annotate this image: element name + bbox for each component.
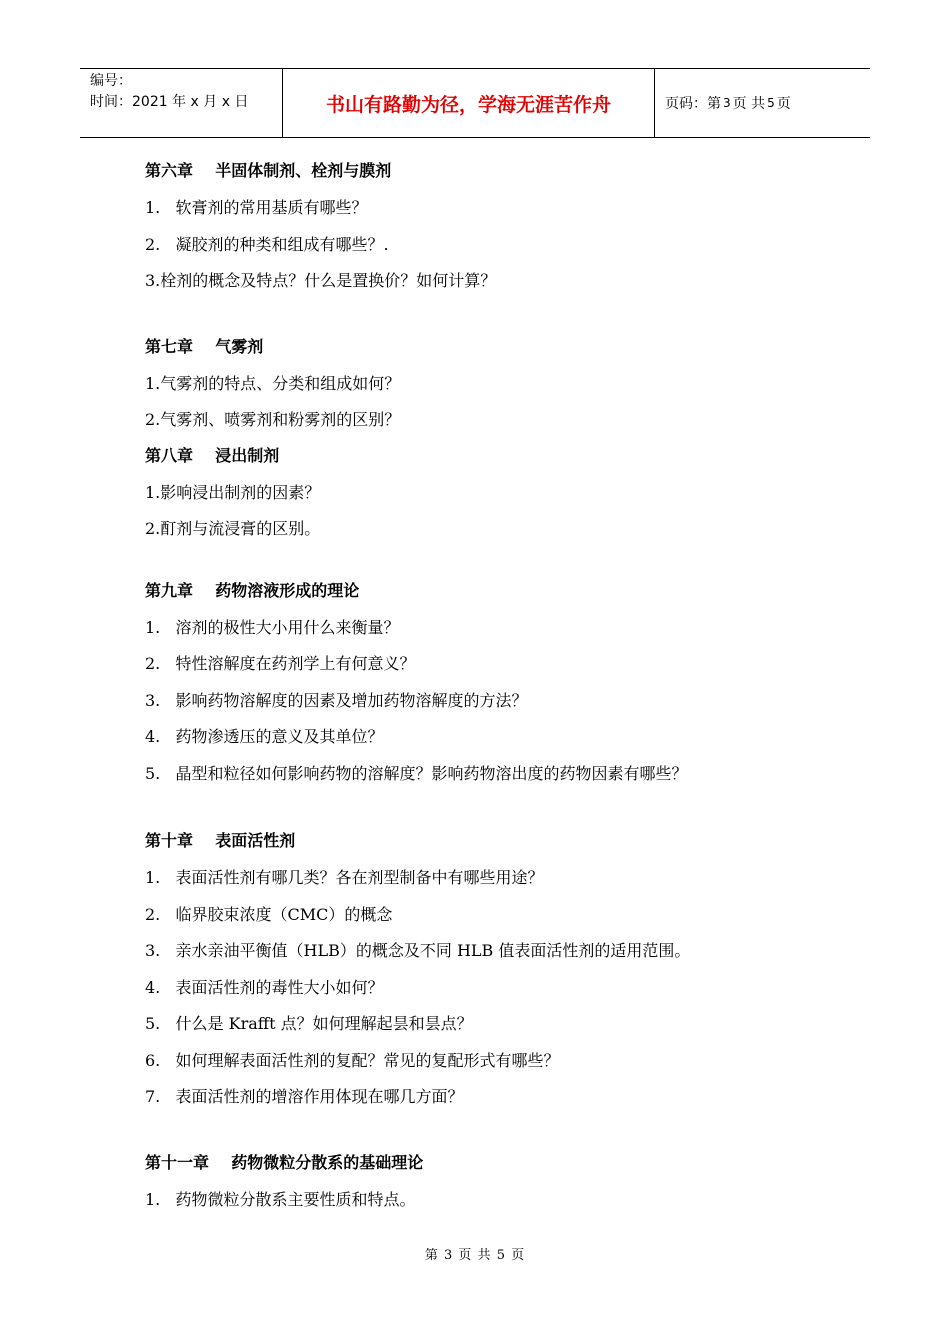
page-total: 5 [767, 96, 775, 110]
question-item: 1. 表面活性剂有哪几类？各在剂型制备中有哪些用途？ [145, 868, 544, 887]
question-item: 5. 晶型和粒径如何影响药物的溶解度？影响药物溶出度的药物因素有哪些？ [145, 763, 688, 783]
question-item: 7. 表面活性剂的增溶作用体现在哪几方面？ [145, 1087, 464, 1106]
question-item: 5. 什么是 Krafft 点？如何理解起昙和昙点？ [145, 1014, 473, 1033]
question-item: 1. 溶剂的极性大小用什么来衡量？ [145, 617, 400, 637]
chapter-heading: 第八章 浸出制剂 [145, 445, 280, 465]
question-item: 4. 表面活性剂的毒性大小如何？ [145, 977, 384, 997]
document-body [145, 154, 825, 1218]
chapter-heading: 第七章 气雾剂 [145, 336, 264, 356]
question-item: 1.气雾剂的特点、分类和组成如何？ [145, 373, 401, 393]
question-item: 4. 药物渗透压的意义及其单位？ [145, 727, 384, 746]
question-item: 3. 影响药物溶解度的因素及增加药物溶解度的方法？ [145, 690, 528, 710]
chapter-heading: 第六章 半固体制剂、栓剂与膜剂 [145, 161, 392, 180]
page-suffix: 页 [776, 96, 791, 112]
chapter-10 [145, 824, 825, 1116]
question-item: 2.气雾剂、喷雾剂和粉雾剂的区别？ [145, 410, 401, 429]
question-item: 1. 软膏剂的常用基质有哪些？ [145, 198, 368, 217]
chapter-heading: 第十章 表面活性剂 [145, 831, 296, 850]
question-item: 3.栓剂的概念及特点？什么是置换价？如何计算？ [145, 271, 497, 290]
number-label: 编号： [90, 73, 132, 89]
chapter-7 [145, 330, 825, 439]
question-item: 3. 亲水亲油平衡值（HLB）的概念及不同 HLB 值表面活性剂的适用范围。 [145, 941, 691, 960]
page-footer: 第 3 页 共 5 页 [424, 1248, 526, 1263]
chapter-heading: 第十一章 药物微粒分散系的基础理论 [145, 1152, 424, 1172]
chapter-8 [145, 439, 825, 548]
chapter-9 [145, 574, 825, 793]
question-item: 1. 药物微粒分散系主要性质和特点。 [145, 1189, 416, 1209]
time-label: 时间：2021 年 x 月 x 日 [90, 94, 249, 110]
question-item: 2. 凝胶剂的种类和组成有哪些？. [145, 234, 389, 254]
page-current: 3 [723, 96, 731, 110]
question-item: 2. 临界胶束浓度（CMC）的概念 [145, 904, 393, 924]
page-mid: 页 共 [732, 96, 766, 112]
question-item: 2.酊剂与流浸膏的区别。 [145, 519, 321, 538]
chapter-heading: 第九章 药物溶液形成的理论 [145, 580, 360, 600]
header-page-number [655, 69, 870, 137]
chapter-6 [145, 154, 825, 300]
question-item: 1.影响浸出制剂的因素？ [145, 482, 321, 502]
question-item: 2. 特性溶解度在药剂学上有何意义？ [145, 654, 416, 673]
header-meta [80, 69, 282, 137]
header-motto-cell [282, 69, 655, 137]
page-header [80, 68, 870, 138]
question-item: 6. 如何理解表面活性剂的复配？常见的复配形式有哪些？ [145, 1050, 560, 1070]
motto: 书山有路勤为径，学海无涯苦作舟 [325, 93, 611, 116]
page-prefix: 页码：第 [665, 96, 721, 112]
chapter-11 [145, 1146, 825, 1219]
